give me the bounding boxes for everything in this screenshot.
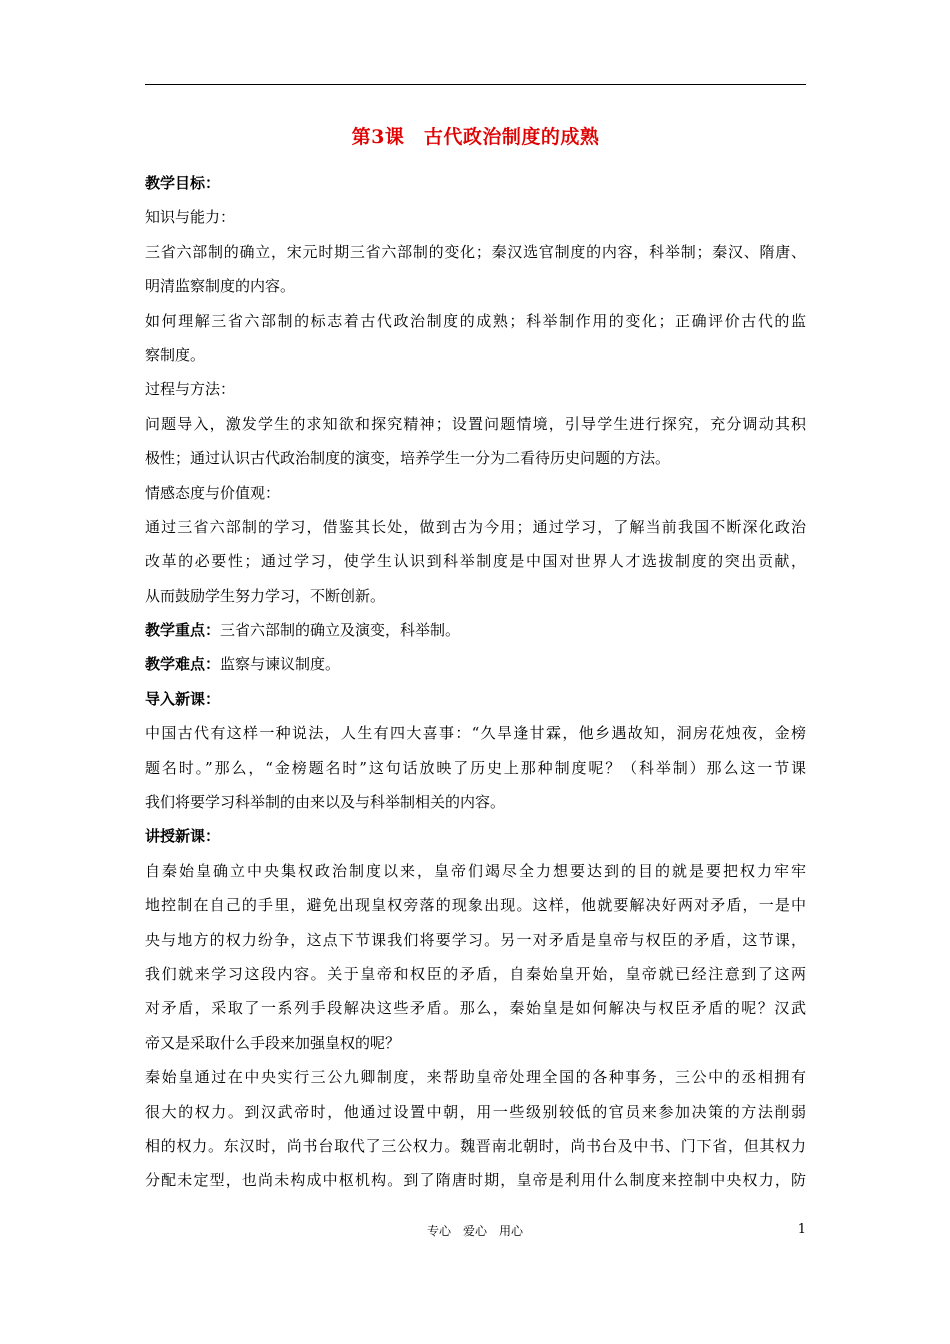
line-text: 央与地方的权力纷争，这点下节课我们将要学习。另一对矛盾是皇帝与权臣的矛盾，这节课， <box>145 930 806 949</box>
line-text: 改革的必要性；通过学习，使学生认识到科举制度是中国对世界人才选拔制度的突出贡献， <box>145 552 806 571</box>
footer-motto: 专心 爱心 用心 <box>426 1224 523 1238</box>
text-line <box>145 269 806 303</box>
text-line <box>145 235 806 269</box>
text-line <box>145 1095 806 1129</box>
text-line <box>145 716 806 750</box>
text-line <box>145 819 806 853</box>
text-line <box>145 372 806 406</box>
line-text: 相的权力。东汉时，尚书台取代了三公权力。魏晋南北朝时，尚书台及中书、门下省，但其权力 <box>145 1136 806 1155</box>
text-line <box>145 888 806 922</box>
line-text: 导入新课： <box>145 689 221 708</box>
line-text: 我们将要学习科举制的由来以及与科举制相关的内容。 <box>145 793 506 812</box>
header-rule <box>145 84 806 85</box>
text-line <box>145 510 806 544</box>
line-text: 情感态度与价值观： <box>145 483 281 502</box>
line-text: 分配未定型，也尚未构成中枢机构。到了隋唐时期，皇帝是利用什么制度来控制中央权力，防 <box>145 1171 806 1190</box>
text-line <box>145 1026 806 1060</box>
text-line <box>145 304 806 338</box>
line-text: 题名时。”那么，“金榜题名时”这句话放映了历史上那种制度呢？（科举制）那么这一节课 <box>145 758 806 777</box>
text-line <box>145 407 806 441</box>
text-line <box>145 200 806 234</box>
text-line <box>145 957 806 991</box>
line-text: 很大的权力。到汉武帝时，他通过设置中朝，用一些级别较低的官员来参加决策的方法削弱 <box>145 1102 806 1121</box>
text-line <box>145 1060 806 1094</box>
line-text: 对矛盾，采取了一系列手段解决这些矛盾。那么，秦始皇是如何解决与权臣矛盾的呢？汉武 <box>145 999 806 1018</box>
line-text: 知识与能力： <box>145 208 236 227</box>
text-line <box>145 544 806 578</box>
text-line <box>145 579 806 613</box>
text-line <box>145 1129 806 1163</box>
text-line <box>145 476 806 510</box>
text-line <box>145 923 806 957</box>
line-text: 中国古代有这样一种说法，人生有四大喜事：“久旱逢甘霖，他乡遇故知，洞房花烛夜，金榜 <box>145 724 806 743</box>
line-text: 察制度。 <box>145 345 206 364</box>
line-label: 教学难点： <box>145 655 221 674</box>
line-text: 地控制在自己的手里，避免出现皇权旁落的现象出现。这样，他就要解决好两对矛盾，一是中 <box>145 896 806 915</box>
lesson-title: 第3课 古代政治制度的成熟 <box>351 126 600 148</box>
line-text: 过程与方法： <box>145 380 236 399</box>
line-text: 三省六部制的确立及演变，科举制。 <box>220 621 461 640</box>
line-text: 三省六部制的确立，宋元时期三省六部制的变化；秦汉选官制度的内容，科举制；秦汉、隋唐、 <box>145 242 806 261</box>
line-text: 秦始皇通过在中央实行三公九卿制度，来帮助皇帝处理全国的各种事务，三公中的丞相拥有 <box>145 1068 806 1087</box>
text-line <box>145 613 806 647</box>
line-text: 如何理解三省六部制的标志着古代政治制度的成熟；科举制作用的变化；正确评价古代的监 <box>145 311 806 330</box>
line-text: 通过三省六部制的学习，借鉴其长处，做到古为今用；通过学习，了解当前我国不断深化政治 <box>145 517 806 536</box>
page-number: 1 <box>797 1222 806 1237</box>
text-line <box>145 166 806 200</box>
text-line <box>145 1163 806 1197</box>
text-line <box>145 682 806 716</box>
line-text: 教学目标： <box>145 174 221 192</box>
line-text: 问题导入，激发学生的求知欲和探究精神；设置问题情境，引导学生进行探究，充分调动其积 <box>145 414 806 433</box>
text-line <box>145 751 806 785</box>
line-text: 帝又是采取什么手段来加强皇权的呢？ <box>145 1033 401 1052</box>
document-body <box>145 166 806 1198</box>
line-text: 从而鼓励学生努力学习，不断创新。 <box>145 586 386 605</box>
text-line <box>145 991 806 1025</box>
text-line <box>145 647 806 681</box>
line-text: 极性；通过认识古代政治制度的演变，培养学生一分为二看待历史问题的方法。 <box>145 449 671 468</box>
line-text: 监察与谏议制度。 <box>220 655 341 674</box>
line-text: 讲授新课： <box>145 827 221 846</box>
text-line <box>145 854 806 888</box>
line-text: 明清监察制度的内容。 <box>145 277 296 296</box>
text-line <box>145 785 806 819</box>
line-label: 教学重点： <box>145 621 221 640</box>
text-line <box>145 338 806 372</box>
text-line <box>145 441 806 475</box>
line-text: 我们就来学习这段内容。关于皇帝和权臣的矛盾，自秦始皇开始，皇帝就已经注意到了这两 <box>145 964 806 983</box>
line-text: 自秦始皇确立中央集权政治制度以来，皇帝们竭尽全力想要达到的目的就是要把权力牢牢 <box>145 861 806 880</box>
